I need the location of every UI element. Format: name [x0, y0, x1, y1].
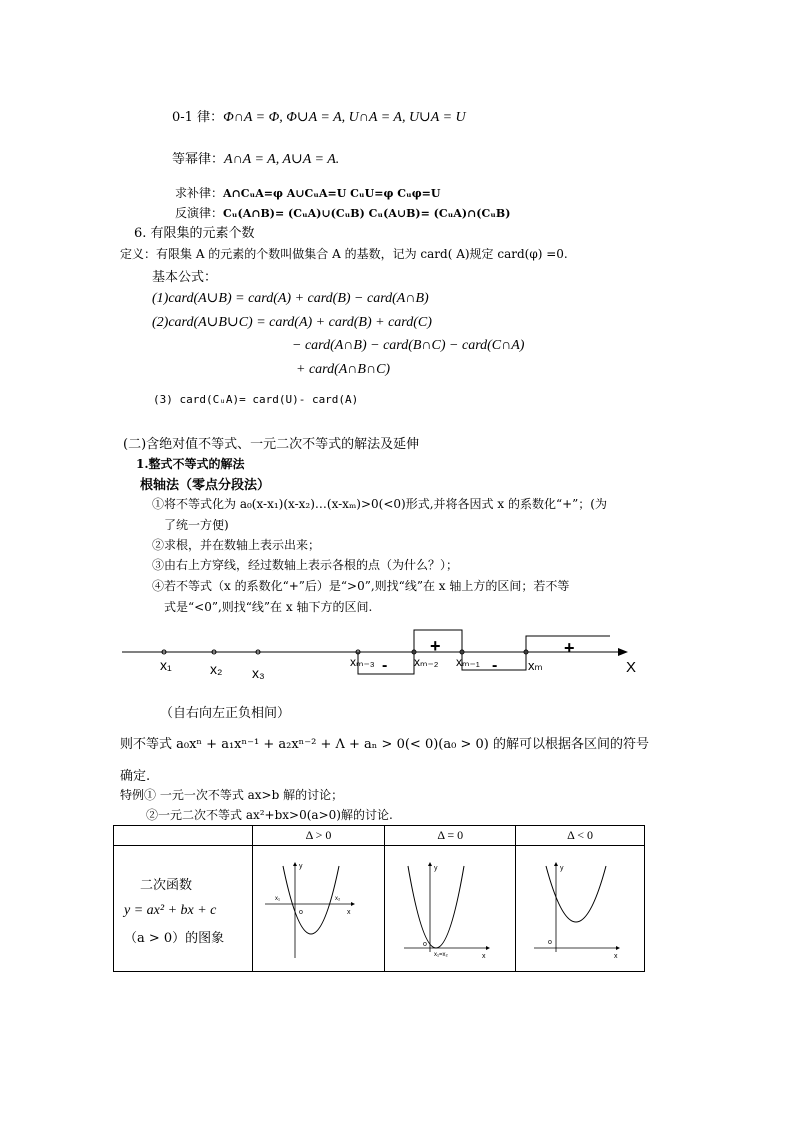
zero-one-law-label: 0-1 律： — [172, 110, 224, 125]
zero-one-law — [172, 106, 466, 126]
table-graph-row — [114, 846, 645, 972]
graph-label-origin: o — [298, 909, 303, 916]
demorgan-law-text: Cᵤ(A∩B)= (CᵤA)∪(CᵤB) Cᵤ(A∪B)= (CᵤA)∩(CᵤB) — [223, 207, 511, 220]
root-axis-diagram — [118, 624, 648, 688]
step-1b: 了统一方便) — [164, 518, 229, 532]
formula-2c: + card(A∩B∩C) — [296, 362, 391, 377]
root-label-xm1: xₘ₋₁ — [456, 655, 480, 669]
special-case-1: 特例① 一元一次不等式 ax>b 解的讨论； — [120, 788, 344, 802]
table-header-delta-zero: Δ = 0 — [385, 826, 516, 846]
step-4a: ④若不等式（x 的系数化“+”后）是“>0”,则找“线”在 x 轴上方的区间；若不等 — [152, 579, 570, 593]
root-label-xm2: xₘ₋₂ — [414, 655, 439, 669]
idempotent-law — [172, 148, 339, 168]
formula-2a: (2)card(A∪B∪C) = card(A) + card(B) + card(C) — [152, 315, 432, 330]
graph-label-y: y — [560, 865, 564, 872]
row-label-3: （a > 0）的图象 — [124, 930, 225, 946]
idempotent-law-label: 等幂律： — [172, 152, 225, 167]
graph-label-y: y — [434, 865, 438, 872]
graph-cell-delta-zero — [385, 846, 516, 972]
sign-plus-1: + — [430, 636, 441, 656]
demorgan-law — [175, 204, 510, 221]
parabola-no-roots-graph — [520, 852, 640, 962]
axis-caption: （自右向左正负相间） — [160, 706, 291, 721]
section6-heading: 6. 有限集的元素个数 — [134, 226, 255, 241]
table-header-delta-negative: Δ < 0 — [516, 826, 645, 846]
subsection-1: 1.整式不等式的解法 — [136, 457, 245, 471]
row-label-1: 二次函数 — [140, 877, 193, 893]
step-2: ②求根，并在数轴上表示出来； — [152, 538, 321, 552]
axis-arrow-icon — [618, 648, 628, 656]
table-header-empty — [114, 826, 253, 846]
row-label-2: y = ax² + bx + c — [124, 902, 217, 918]
root-label-xm3: xₘ₋₃ — [350, 655, 375, 669]
definition: 定义：有限集 A 的元素的个数叫做集合 A 的基数，记为 card( A)规定 card(φ) =0. — [120, 247, 568, 261]
graph-label-x1: x₁ — [274, 896, 280, 902]
graph-label-x: x — [346, 909, 351, 916]
row-label-cell — [114, 846, 253, 972]
section2-heading: (二)含绝对值不等式、一元二次不等式的解法及延伸 — [123, 437, 420, 452]
root-label-xm: xₘ — [528, 658, 543, 673]
graph-label-x: x — [614, 953, 618, 960]
basic-formula-label: 基本公式： — [152, 270, 218, 285]
complement-law-label: 求补律： — [175, 186, 224, 200]
root-label-x3: x₃ — [252, 665, 265, 681]
method-title — [140, 474, 270, 493]
special-case-2: ②一元二次不等式 ax²+bx>0(a>0)解的讨论. — [146, 808, 393, 822]
demorgan-law-label: 反演律： — [175, 206, 224, 220]
graph-label-origin: o — [548, 939, 552, 946]
conclusion-line2: 确定. — [120, 769, 151, 784]
parabola-two-roots-graph — [259, 852, 379, 962]
formula-1: (1)card(A∪B) = card(A) + card(B) − card(A∩B) — [152, 291, 429, 306]
graph-label-x1-equals-x2: x₁=x₂ — [434, 952, 449, 958]
conclusion-line1: 则不等式 a₀xⁿ + a₁xⁿ⁻¹ + a₂xⁿ⁻² + Λ + aₙ > 0(< 0)(a₀ > 0) 的解可以根据各区间的符号 — [120, 737, 649, 752]
zero-one-law-formula: Φ∩A = Φ, Φ∪A = A, U∩A = A, U∪A = U — [223, 110, 466, 125]
complement-law-text: A∩CᵤA=φ A∪CᵤA=U CᵤU=φ Cᵤφ=U — [223, 187, 441, 200]
formula-3: (3) card(CᵤA)= card(U)- card(A) — [153, 393, 359, 406]
graph-label-origin: o — [423, 941, 428, 948]
formula-2b: − card(A∩B) − card(B∩C) − card(C∩A) — [292, 338, 525, 353]
step-3: ③由右上方穿线，经过数轴上表示各根的点（为什么？）； — [152, 558, 459, 572]
method-text: 根轴法（零点分段法） — [140, 478, 271, 493]
graph-label-x: x — [482, 953, 486, 960]
root-label-x2: x₂ — [210, 661, 223, 677]
idempotent-law-formula: A∩A = A, A∪A = A. — [224, 152, 340, 167]
complement-law — [175, 184, 440, 201]
sign-minus-1: - — [382, 657, 388, 674]
quadratic-cases-table — [113, 825, 645, 972]
graph-cell-delta-negative — [516, 846, 645, 972]
step-1a: ①将不等式化为 a₀(x-x₁)(x-x₂)…(x-xₘ)>0(<0)形式,并将各因式 x 的系数化“+”；(为 — [152, 497, 607, 511]
sign-minus-2: - — [492, 657, 498, 674]
parabola-double-root-graph — [390, 852, 510, 962]
graph-cell-delta-positive — [252, 846, 385, 972]
table-header-delta-positive: Δ > 0 — [252, 826, 385, 846]
sign-plus-2: + — [564, 638, 575, 658]
graph-label-y: y — [298, 863, 303, 870]
step-4b: 式是“<0”,则找“线”在 x 轴下方的区间. — [164, 600, 373, 614]
table-header-row — [114, 826, 645, 846]
root-label-x1: x₁ — [160, 657, 172, 673]
graph-label-x2: x₂ — [334, 896, 340, 902]
axis-name-x: X — [626, 659, 637, 676]
